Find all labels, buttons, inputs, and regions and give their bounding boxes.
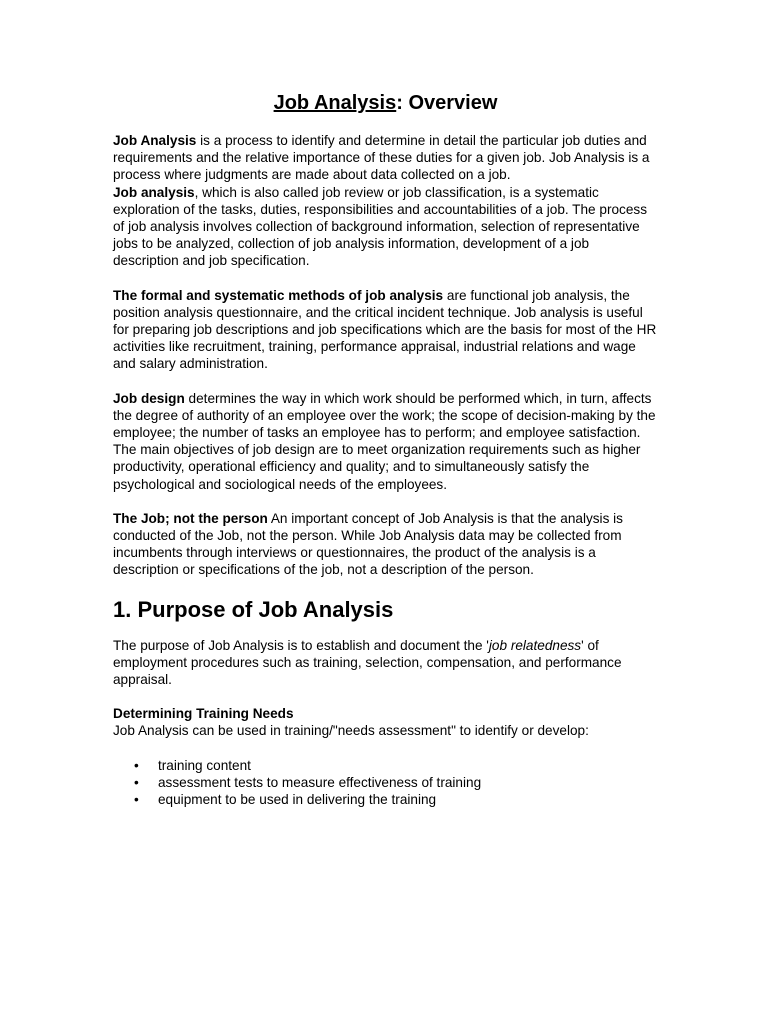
methods-text: are functional job analysis, the position analysis questionnaire, and the critical incident technique. Job analysis is useful for preparing job descriptions and job specifications which are the basis for most of the HR activities like recruitment, training, performance appraisal, industrial relations and wage and salary administration. bbox=[113, 287, 657, 372]
intro-term-2: Job analysis bbox=[113, 184, 195, 200]
job-not-person-term: The Job; not the person bbox=[113, 510, 268, 526]
list-item bbox=[134, 757, 658, 774]
bullet-icon: • bbox=[134, 757, 139, 773]
job-design-term: Job design bbox=[113, 390, 185, 406]
list-item bbox=[134, 774, 658, 791]
methods-term: The formal and systematic methods of job analysis bbox=[113, 287, 444, 303]
document-page bbox=[113, 88, 658, 808]
list-item-text: training content bbox=[158, 757, 251, 773]
intro-text-1: is a process to identify and determine in detail the particular job duties and requirements and the relative importance of these duties for a given job. Job Analysis is a process where judgments are made about data collected on a job. bbox=[113, 133, 650, 183]
intro-text-2: , which is also called job review or job classification, is a systematic exploration of the tasks, duties, responsibilities and accountabilities of a job. The process of job analysis involves collection of background information, selection of representative jobs to be analyzed, collection of job analysis information, development of a job description and job specification. bbox=[113, 184, 647, 269]
purpose-text-pre: The purpose of Job Analysis is to establish and document the ' bbox=[113, 637, 489, 653]
training-needs-text: Job Analysis can be used in training/"needs assessment" to identify or develop: bbox=[113, 723, 589, 739]
list-item-text: equipment to be used in delivering the training bbox=[158, 792, 437, 808]
purpose-text-post: ' of employment procedures such as training, selection, compensation, and performance appraisal. bbox=[113, 637, 622, 688]
purpose-paragraph bbox=[113, 637, 658, 689]
page-title-underlined: Job Analysis bbox=[273, 92, 397, 114]
intro-paragraph-1 bbox=[113, 132, 658, 184]
page-title-rest: : Overview bbox=[396, 92, 498, 114]
training-bullet-list bbox=[113, 757, 658, 809]
training-needs-subheading: Determining Training Needs bbox=[113, 706, 294, 722]
bullet-icon: • bbox=[134, 774, 139, 790]
intro-paragraph-2 bbox=[113, 184, 658, 270]
job-not-person-paragraph bbox=[113, 510, 658, 579]
bullet-icon: • bbox=[134, 792, 139, 808]
purpose-italic: job relatedness bbox=[488, 637, 582, 653]
job-design-paragraph bbox=[113, 390, 658, 493]
page-title bbox=[113, 88, 658, 118]
section-1-heading: 1. Purpose of Job Analysis bbox=[113, 596, 394, 622]
list-item bbox=[134, 791, 658, 808]
job-not-person-text: An important concept of Job Analysis is that the analysis is conducted of the Job, not the person. While Job Analysis data may be collected from incumbents through interviews or questionnaires, the product of the analysis is a description or specifications of the job, not a description of the person. bbox=[113, 510, 623, 578]
job-design-text: determines the way in which work should be performed which, in turn, affects the degree of authority of an employee over the work; the scope of decision-making by the employee; the number of tasks an employee has to perform; and employee satisfaction. The main objectives of job design are to meet organization requirements such as higher productivity, operational efficiency and quality; and to simultaneously satisfy the psychological and sociological needs of the employees. bbox=[113, 390, 656, 492]
methods-paragraph bbox=[113, 287, 658, 373]
list-item-text: assessment tests to measure effectiveness of training bbox=[158, 774, 482, 790]
intro-term-1: Job Analysis bbox=[113, 133, 197, 148]
